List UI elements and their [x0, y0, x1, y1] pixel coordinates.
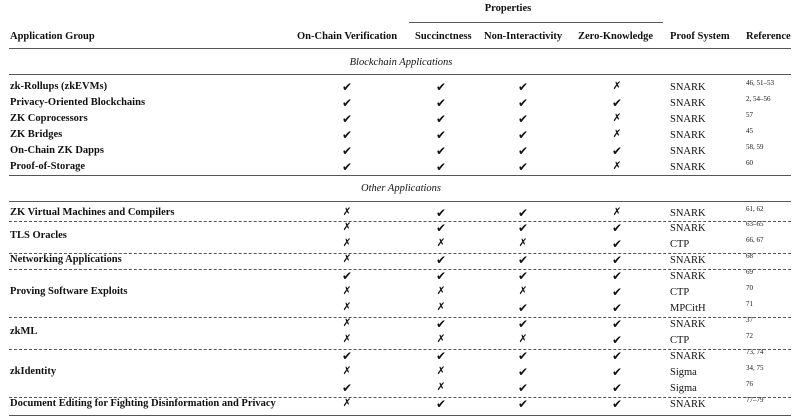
reference: 70: [746, 284, 753, 292]
check-icon: ✔: [611, 253, 623, 267]
cross-icon: ✗: [518, 237, 528, 249]
proof-system: SNARK: [670, 114, 706, 125]
check-icon: ✔: [435, 144, 447, 158]
check-icon: ✔: [517, 365, 529, 379]
check-icon: ✔: [517, 269, 529, 283]
group-separator: [9, 317, 791, 318]
section-title-blockchain: Blockchain Applications: [349, 57, 453, 68]
check-icon: ✔: [611, 144, 623, 158]
reference: 76: [746, 380, 753, 388]
check-icon: ✔: [611, 301, 623, 315]
cross-icon: ✗: [612, 112, 622, 124]
cross-icon: ✗: [436, 365, 446, 377]
group-name: TLS Oracles: [10, 230, 67, 241]
check-icon: ✔: [341, 112, 353, 126]
group-separator: [9, 349, 791, 350]
reference: 60: [746, 159, 753, 167]
reference: 68: [746, 252, 753, 260]
cross-icon: ✗: [518, 333, 528, 345]
check-icon: ✔: [435, 96, 447, 110]
check-icon: ✔: [517, 144, 529, 158]
reference: 34, 75: [746, 364, 764, 372]
cross-icon: ✗: [342, 365, 352, 377]
cross-icon: ✗: [612, 206, 622, 218]
check-icon: ✔: [435, 269, 447, 283]
proof-system: MPCitH: [670, 303, 706, 314]
proof-system: SNARK: [670, 319, 706, 330]
check-icon: ✔: [435, 160, 447, 174]
table-bottom-rule: [9, 415, 791, 416]
reference: 61, 62: [746, 205, 764, 213]
check-icon: ✔: [341, 349, 353, 363]
proof-system: SNARK: [670, 271, 706, 282]
check-icon: ✔: [341, 381, 353, 395]
reference: 69: [746, 268, 753, 276]
check-icon: ✔: [435, 349, 447, 363]
reference: 66, 67: [746, 236, 764, 244]
proof-system: SNARK: [670, 146, 706, 157]
check-icon: ✔: [611, 96, 623, 110]
group-separator: [9, 269, 791, 270]
col-header-zk: Zero-Knowledge: [578, 31, 654, 42]
cross-icon: ✗: [342, 237, 352, 249]
proof-system: SNARK: [670, 162, 706, 173]
properties-underline: [409, 22, 663, 23]
check-icon: ✔: [517, 349, 529, 363]
check-icon: ✔: [517, 317, 529, 331]
check-icon: ✔: [517, 80, 529, 94]
group-separator: [9, 253, 791, 254]
col-header-app: Application Group: [10, 31, 95, 42]
reference: 77–79: [746, 396, 764, 404]
check-icon: ✔: [517, 253, 529, 267]
cross-icon: ✗: [612, 80, 622, 92]
group-name: Privacy-Oriented Blockchains: [10, 97, 146, 108]
cross-icon: ✗: [436, 285, 446, 297]
proof-system: CTP: [670, 335, 690, 346]
check-icon: ✔: [611, 397, 623, 411]
check-icon: ✔: [435, 112, 447, 126]
cross-icon: ✗: [342, 397, 352, 409]
proof-system: SNARK: [670, 130, 706, 141]
group-separator: [9, 221, 791, 222]
check-icon: ✔: [341, 96, 353, 110]
check-icon: ✔: [611, 365, 623, 379]
cross-icon: ✗: [342, 285, 352, 297]
col-header-succinct: Succinctness: [415, 31, 472, 42]
group-name: Proof-of-Storage: [10, 161, 86, 172]
check-icon: ✔: [435, 221, 447, 235]
cross-icon: ✗: [436, 381, 446, 393]
col-header-onchain: On-Chain Verification: [297, 31, 398, 42]
cross-icon: ✗: [518, 285, 528, 297]
cross-icon: ✗: [342, 221, 352, 233]
cross-icon: ✗: [342, 206, 352, 218]
proof-system: SNARK: [670, 208, 706, 219]
group-name: ZK Virtual Machines and Compilers: [10, 207, 175, 218]
check-icon: ✔: [517, 96, 529, 110]
group-name: zk-Rollups (zkEVMs): [10, 81, 108, 92]
check-icon: ✔: [611, 317, 623, 331]
header-rule: [9, 48, 791, 49]
check-icon: ✔: [341, 160, 353, 174]
check-icon: ✔: [435, 397, 447, 411]
reference: 2, 54–56: [746, 95, 771, 103]
check-icon: ✔: [611, 285, 623, 299]
proof-system: CTP: [670, 287, 690, 298]
group-name: ZK Bridges: [10, 129, 63, 140]
group-name: On-Chain ZK Dapps: [10, 145, 104, 156]
reference: 71: [746, 300, 753, 308]
check-icon: ✔: [517, 160, 529, 174]
reference: 46, 51–53: [746, 79, 774, 87]
reference: 37: [746, 316, 753, 324]
cross-icon: ✗: [436, 237, 446, 249]
proof-system: Sigma: [670, 367, 697, 378]
proof-system: SNARK: [670, 98, 706, 109]
reference: 58, 59: [746, 143, 764, 151]
check-icon: ✔: [517, 397, 529, 411]
group-name: zkML: [10, 326, 38, 337]
proof-system: Sigma: [670, 383, 697, 394]
check-icon: ✔: [517, 301, 529, 315]
cross-icon: ✗: [436, 301, 446, 313]
check-icon: ✔: [435, 80, 447, 94]
check-icon: ✔: [517, 128, 529, 142]
check-icon: ✔: [517, 221, 529, 235]
group-name: Networking Applications: [10, 254, 122, 265]
group-separator: [9, 397, 791, 398]
check-icon: ✔: [341, 269, 353, 283]
cross-icon: ✗: [342, 253, 352, 265]
section-title-other: Other Applications: [360, 183, 441, 194]
proof-system: SNARK: [670, 82, 706, 93]
check-icon: ✔: [611, 221, 623, 235]
reference: 63–65: [746, 220, 764, 228]
check-icon: ✔: [341, 128, 353, 142]
cross-icon: ✗: [342, 333, 352, 345]
reference: 45: [746, 127, 753, 135]
col-header-proof: Proof System: [670, 31, 730, 42]
group-name: Document Editing for Fighting Disinformation and Privacy: [10, 398, 276, 409]
proof-system: SNARK: [670, 255, 706, 266]
proof-system: SNARK: [670, 399, 706, 410]
cross-icon: ✗: [342, 301, 352, 313]
check-icon: ✔: [517, 381, 529, 395]
properties-header: Properties: [484, 3, 532, 14]
cross-icon: ✗: [612, 128, 622, 140]
check-icon: ✔: [435, 128, 447, 142]
col-header-ref: Reference: [746, 31, 791, 42]
check-icon: ✔: [517, 206, 529, 220]
section-rule: [9, 175, 791, 176]
check-icon: ✔: [517, 112, 529, 126]
cross-icon: ✗: [436, 333, 446, 345]
group-name: Proving Software Exploits: [10, 286, 128, 297]
check-icon: ✔: [611, 349, 623, 363]
cross-icon: ✗: [612, 160, 622, 172]
section-rule: [9, 74, 791, 75]
group-name: ZK Coprocessors: [10, 113, 88, 124]
check-icon: ✔: [435, 253, 447, 267]
proof-system: CTP: [670, 239, 690, 250]
proof-system: SNARK: [670, 223, 706, 234]
check-icon: ✔: [341, 144, 353, 158]
check-icon: ✔: [341, 80, 353, 94]
check-icon: ✔: [435, 317, 447, 331]
reference: 73, 74: [746, 348, 764, 356]
proof-system: SNARK: [670, 351, 706, 362]
check-icon: ✔: [611, 269, 623, 283]
check-icon: ✔: [611, 237, 623, 251]
reference: 57: [746, 111, 753, 119]
check-icon: ✔: [611, 381, 623, 395]
check-icon: ✔: [611, 333, 623, 347]
reference: 72: [746, 332, 753, 340]
group-name: zkIdentity: [10, 366, 57, 377]
cross-icon: ✗: [342, 317, 352, 329]
col-header-nonint: Non-Interactivity: [484, 31, 563, 42]
section-rule: [9, 201, 791, 202]
check-icon: ✔: [435, 206, 447, 220]
